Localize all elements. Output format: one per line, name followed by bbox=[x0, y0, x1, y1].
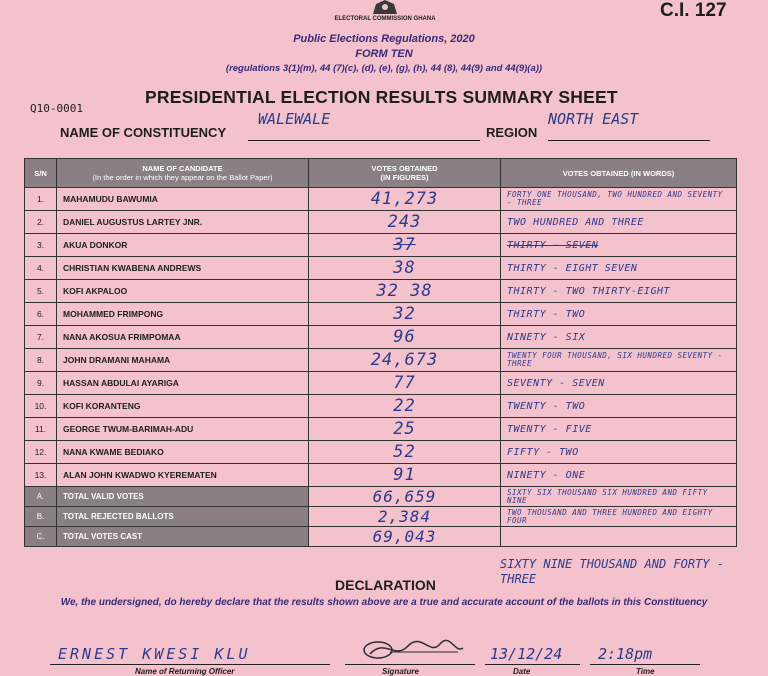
header-figures-sub: (IN FIGURES) bbox=[380, 173, 429, 182]
row-figures: 25 bbox=[309, 418, 501, 441]
row-sn: 3. bbox=[25, 234, 57, 257]
row-figures: 52 bbox=[309, 441, 501, 464]
time-value: 2:18pm bbox=[598, 645, 653, 663]
row-sn: 5. bbox=[25, 280, 57, 303]
table-row bbox=[25, 326, 737, 349]
region-underline bbox=[548, 140, 710, 141]
ci-number: C.I. 127 bbox=[660, 0, 727, 21]
row-candidate: ALAN JOHN KWADWO KYEREMATEN bbox=[57, 464, 309, 487]
total-figures: 66,659 bbox=[309, 487, 501, 507]
row-figures: 96 bbox=[309, 326, 501, 349]
total-row bbox=[25, 487, 737, 507]
total-row bbox=[25, 507, 737, 527]
regulations-title: Public Elections Regulations, 2020 bbox=[293, 33, 475, 45]
row-candidate: NANA AKOSUA FRIMPOMAA bbox=[57, 326, 309, 349]
header-sn: S/N bbox=[25, 159, 57, 188]
row-words: FIFTY - TWO bbox=[501, 441, 737, 464]
row-figures: 243 bbox=[309, 211, 501, 234]
table-row bbox=[25, 303, 737, 326]
constituency-underline bbox=[248, 140, 480, 141]
header-words: VOTES OBTAINED (IN WORDS) bbox=[501, 159, 737, 188]
table-row bbox=[25, 280, 737, 303]
total-figures: 2,384 bbox=[309, 507, 501, 527]
row-candidate: HASSAN ABDULAI AYARIGA bbox=[57, 372, 309, 395]
row-sn: 11. bbox=[25, 418, 57, 441]
row-candidate: KOFI KORANTENG bbox=[57, 395, 309, 418]
results-table bbox=[24, 158, 737, 547]
row-sn: 8. bbox=[25, 349, 57, 372]
table-row bbox=[25, 372, 737, 395]
total-figures: 69,043 bbox=[309, 527, 501, 547]
date-value: 13/12/24 bbox=[490, 645, 563, 663]
total-row bbox=[25, 527, 737, 547]
row-figures: 77 bbox=[309, 372, 501, 395]
row-words: THIRTY - TWO THIRTY-EIGHT bbox=[501, 280, 737, 303]
row-candidate: DANIEL AUGUSTUS LARTEY JNR. bbox=[57, 211, 309, 234]
total-label: TOTAL VOTES CAST bbox=[57, 527, 309, 547]
header-candidate bbox=[57, 159, 309, 188]
table-row bbox=[25, 234, 737, 257]
date-underline bbox=[485, 664, 580, 665]
row-figures: 41,273 bbox=[309, 188, 501, 211]
total-cast-words: SIXTY NINE THOUSAND AND FORTY - THREE bbox=[500, 557, 724, 586]
total-sn: A. bbox=[25, 487, 57, 507]
declaration-heading: DECLARATION bbox=[335, 577, 436, 593]
row-figures: 38 bbox=[309, 257, 501, 280]
table-row bbox=[25, 257, 737, 280]
table-row bbox=[25, 188, 737, 211]
row-candidate: GEORGE TWUM-BARIMAH-ADU bbox=[57, 418, 309, 441]
constituency-label: NAME OF CONSTITUENCY bbox=[60, 125, 227, 140]
row-candidate: JOHN DRAMANI MAHAMA bbox=[57, 349, 309, 372]
row-figures: 22 bbox=[309, 395, 501, 418]
row-words: NINETY - ONE bbox=[501, 464, 737, 487]
commission-name: ELECTORAL COMMISSION GHANA bbox=[334, 16, 436, 22]
date-label: Date bbox=[513, 667, 531, 676]
officer-name-label: Name of Returning Officer bbox=[135, 667, 235, 676]
signature-mark bbox=[360, 636, 465, 664]
table-header-row bbox=[25, 159, 737, 188]
table-row bbox=[25, 349, 737, 372]
region-value: NORTH EAST bbox=[548, 110, 639, 128]
total-words: SIXTY SIX THOUSAND SIX HUNDRED AND FIFTY NINE bbox=[501, 487, 737, 507]
row-sn: 9. bbox=[25, 372, 57, 395]
header-figures-title: VOTES OBTAINED bbox=[371, 164, 438, 173]
constituency-code: Q10-0001 bbox=[30, 102, 83, 115]
row-words: THIRTY - TWO bbox=[501, 303, 737, 326]
total-words: TWO THOUSAND AND THREE HUNDRED AND EIGHTY FOUR bbox=[501, 507, 737, 527]
row-sn: 7. bbox=[25, 326, 57, 349]
row-candidate: AKUA DONKOR bbox=[57, 234, 309, 257]
table-row bbox=[25, 211, 737, 234]
signature-underline bbox=[345, 664, 475, 665]
header-candidate-title: NAME OF CANDIDATE bbox=[142, 164, 223, 173]
row-words: SEVENTY - SEVEN bbox=[501, 372, 737, 395]
table-row bbox=[25, 418, 737, 441]
row-sn: 10. bbox=[25, 395, 57, 418]
row-sn: 12. bbox=[25, 441, 57, 464]
regulations-reference: (regulations 3(1)(m), 44 (7)(c), (d), (e), (g), (h), 44 (8), 44(9) and 44(9)(a)) bbox=[225, 63, 543, 74]
row-candidate: KOFI AKPALOO bbox=[57, 280, 309, 303]
total-words bbox=[501, 527, 737, 547]
row-sn: 2. bbox=[25, 211, 57, 234]
table-row bbox=[25, 395, 737, 418]
declaration-text: We, the undersigned, do hereby declare that the results shown above are a true and accurate account of the ballots in this Constituency bbox=[60, 597, 708, 608]
sheet-title: PRESIDENTIAL ELECTION RESULTS SUMMARY SHEET bbox=[145, 87, 618, 107]
row-words: NINETY - SIX bbox=[501, 326, 737, 349]
row-words: TWENTY FOUR THOUSAND, SIX HUNDRED SEVENTY - THREE bbox=[501, 349, 737, 372]
row-candidate: MOHAMMED FRIMPONG bbox=[57, 303, 309, 326]
header-figures bbox=[309, 159, 501, 188]
row-sn: 1. bbox=[25, 188, 57, 211]
row-sn: 13. bbox=[25, 464, 57, 487]
total-sn: C. bbox=[25, 527, 57, 547]
table-row bbox=[25, 464, 737, 487]
header-candidate-sub: (In the order in which they appear on the Ballot Paper) bbox=[92, 173, 273, 182]
form-name: FORM TEN bbox=[355, 48, 413, 60]
officer-underline bbox=[50, 664, 330, 665]
row-sn: 4. bbox=[25, 257, 57, 280]
row-figures: 37 bbox=[309, 234, 501, 257]
row-words: FORTY ONE THOUSAND, TWO HUNDRED AND SEVENTY - THREE bbox=[501, 188, 737, 211]
time-underline bbox=[590, 664, 700, 665]
row-figures: 91 bbox=[309, 464, 501, 487]
row-figures: 32 bbox=[309, 303, 501, 326]
row-words: THIRTY - EIGHT SEVEN bbox=[501, 257, 737, 280]
table-row bbox=[25, 441, 737, 464]
time-label: Time bbox=[636, 667, 655, 676]
coat-of-arms-icon bbox=[370, 0, 400, 14]
row-candidate: CHRISTIAN KWABENA ANDREWS bbox=[57, 257, 309, 280]
officer-name-value: ERNEST KWESI KLU bbox=[58, 645, 251, 663]
row-figures: 24,673 bbox=[309, 349, 501, 372]
row-figures: 32 38 bbox=[309, 280, 501, 303]
row-sn: 6. bbox=[25, 303, 57, 326]
row-words: TWO HUNDRED AND THREE bbox=[501, 211, 737, 234]
row-words: THIRTY - SEVEN bbox=[501, 234, 737, 257]
total-label: TOTAL VALID VOTES bbox=[57, 487, 309, 507]
row-candidate: NANA KWAME BEDIAKO bbox=[57, 441, 309, 464]
row-words: TWENTY - TWO bbox=[501, 395, 737, 418]
row-candidate: MAHAMUDU BAWUMIA bbox=[57, 188, 309, 211]
total-sn: B. bbox=[25, 507, 57, 527]
constituency-value: WALEWALE bbox=[258, 110, 331, 128]
row-words: TWENTY - FIVE bbox=[501, 418, 737, 441]
total-label: TOTAL REJECTED BALLOTS bbox=[57, 507, 309, 527]
region-label: REGION bbox=[486, 125, 538, 140]
signature-label: Signature bbox=[382, 667, 419, 676]
